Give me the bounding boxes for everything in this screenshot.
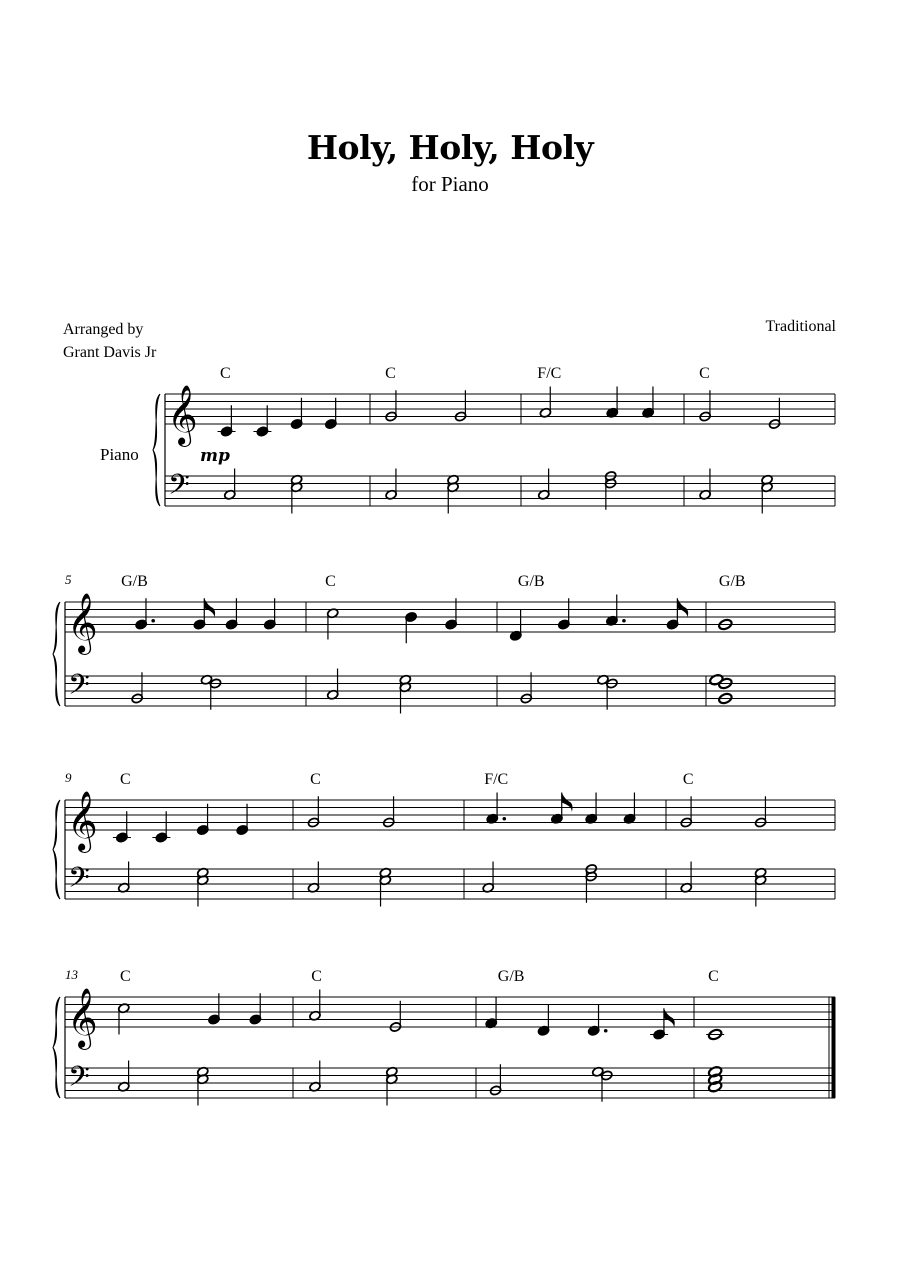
chord-symbol: G/B — [121, 573, 148, 590]
note — [597, 674, 618, 709]
note — [551, 793, 573, 825]
chord-symbol: C — [120, 771, 131, 788]
note — [118, 1061, 130, 1093]
note — [699, 469, 711, 501]
note — [768, 398, 780, 430]
note — [706, 1028, 724, 1041]
note — [606, 387, 618, 419]
note — [454, 390, 466, 422]
dot — [622, 619, 626, 623]
arranger-label: Arranged by — [63, 321, 144, 338]
note — [200, 674, 221, 709]
note — [197, 1066, 209, 1105]
note — [325, 398, 337, 430]
chord-symbol: F/C — [537, 365, 562, 382]
chord-symbol: C — [120, 968, 131, 985]
composer-credit: Traditional — [765, 318, 836, 335]
note — [761, 474, 773, 513]
note — [623, 793, 635, 825]
score-title: Holy, Holy, Holy — [306, 128, 594, 167]
brace — [153, 394, 160, 506]
note — [218, 405, 236, 437]
note — [482, 862, 494, 894]
chord-symbol: C — [708, 968, 719, 985]
flag — [664, 1008, 675, 1028]
chord-symbol: C — [325, 573, 336, 590]
flag — [562, 793, 573, 813]
arranger-name: Grant Davis Jr — [63, 344, 157, 361]
note — [447, 474, 459, 513]
bass-clef: 𝄢 — [68, 861, 90, 902]
note — [537, 1005, 549, 1037]
treble-clef: 𝄞 — [67, 988, 98, 1048]
note — [197, 867, 209, 906]
measure-number: 13 — [65, 967, 78, 982]
brace — [53, 800, 60, 899]
note — [399, 674, 411, 713]
note — [193, 598, 215, 630]
note — [379, 867, 391, 906]
note — [208, 993, 220, 1025]
chord-symbol: C — [220, 365, 231, 382]
chord-symbol: C — [682, 771, 694, 788]
note — [520, 672, 532, 704]
chord-symbol: C — [385, 365, 396, 382]
dot — [151, 619, 155, 623]
note — [405, 612, 417, 644]
chord-symbol: C — [310, 771, 321, 788]
note — [135, 598, 155, 630]
note — [113, 811, 131, 843]
treble-clef: 𝄞 — [167, 385, 198, 445]
note — [486, 793, 506, 825]
treble-clef: 𝄞 — [67, 791, 98, 851]
note — [326, 669, 338, 701]
brace — [53, 997, 60, 1098]
note — [307, 862, 319, 894]
note — [606, 595, 626, 627]
measure-number: 5 — [65, 572, 72, 587]
note — [290, 398, 302, 430]
dot — [604, 1029, 608, 1033]
note — [585, 793, 597, 825]
note — [389, 1001, 401, 1033]
note — [587, 1005, 607, 1037]
note — [666, 598, 688, 630]
note — [680, 796, 692, 828]
note — [264, 598, 276, 630]
chord-symbol: G/B — [497, 968, 525, 985]
note — [385, 390, 397, 422]
note — [489, 1064, 501, 1096]
note — [309, 1061, 321, 1093]
note — [118, 862, 130, 894]
note — [708, 1065, 723, 1093]
note — [249, 993, 261, 1025]
chord-symbol: C — [311, 968, 322, 985]
note — [754, 796, 766, 828]
note — [197, 804, 209, 836]
chord-symbol: G/B — [517, 573, 545, 590]
chord-symbol: C — [699, 365, 710, 382]
note — [539, 387, 551, 419]
measure-number: 9 — [65, 770, 72, 785]
note — [309, 990, 321, 1022]
note — [385, 469, 397, 501]
chord-symbol: G/B — [718, 573, 746, 590]
note — [754, 867, 766, 906]
bass-clef: 𝄢 — [168, 468, 190, 509]
note — [290, 474, 302, 513]
note — [709, 673, 733, 704]
note — [699, 390, 711, 422]
note — [253, 405, 271, 437]
note — [386, 1066, 398, 1105]
note — [510, 610, 522, 642]
note — [558, 598, 570, 630]
note — [131, 672, 143, 704]
score-subtitle: for Piano — [411, 172, 489, 196]
note — [326, 608, 338, 640]
note — [224, 469, 236, 501]
treble-clef: 𝄞 — [67, 593, 98, 653]
note — [592, 1066, 613, 1101]
bass-clef: 𝄢 — [68, 1060, 90, 1101]
dot — [502, 817, 506, 821]
brace — [53, 602, 60, 706]
chord-symbol: F/C — [484, 771, 509, 788]
note — [236, 804, 248, 836]
note — [680, 862, 692, 894]
notehead — [709, 673, 724, 686]
note — [118, 1003, 130, 1035]
bass-clef: 𝄢 — [68, 668, 90, 709]
note — [225, 598, 237, 630]
dynamic-marking: mp — [200, 446, 230, 466]
note — [642, 387, 654, 419]
flag — [677, 598, 688, 618]
note — [445, 598, 457, 630]
note — [152, 811, 170, 843]
note — [650, 1008, 675, 1040]
note — [307, 796, 319, 828]
flag — [204, 598, 215, 618]
note — [538, 469, 550, 501]
note — [383, 796, 395, 828]
note — [485, 997, 497, 1029]
instrument-name: Piano — [100, 445, 139, 464]
